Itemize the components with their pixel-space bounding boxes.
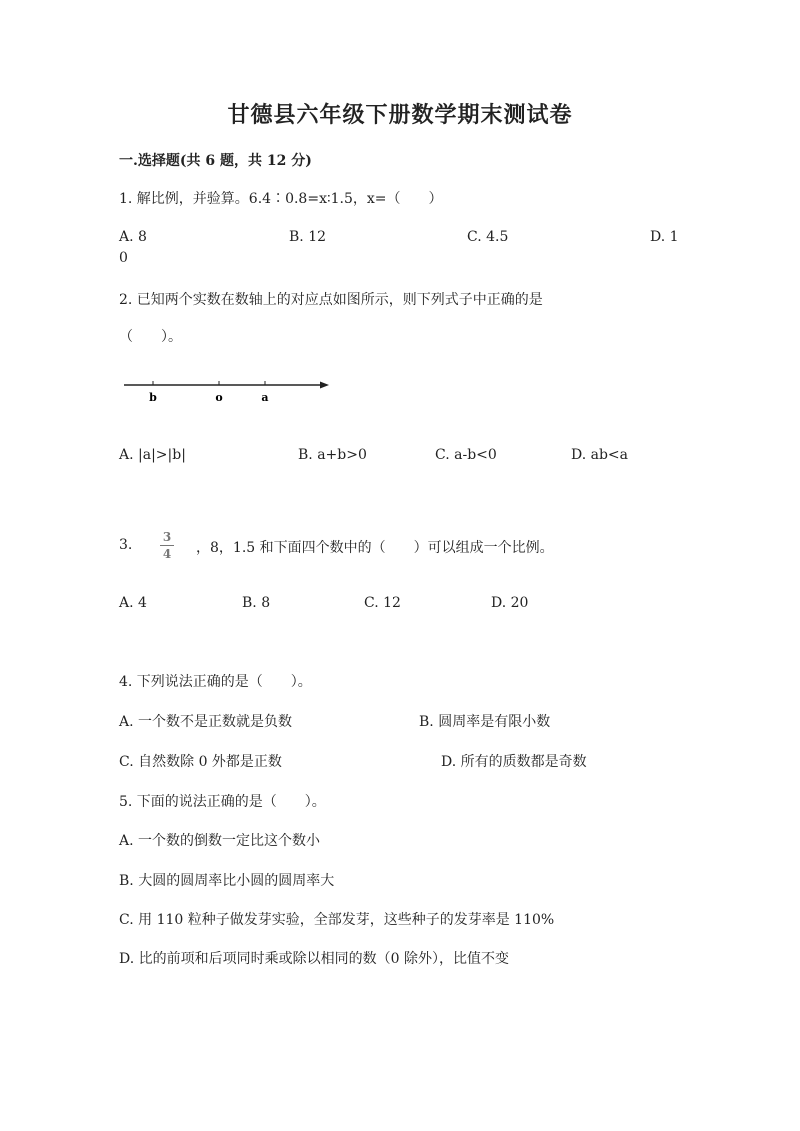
q4-option-d: D. 所有的质数都是奇数 [441,754,587,770]
q2-option-b: B. a+b>0 [298,447,367,463]
q2-option-d: D. ab<a [571,447,629,463]
q2-option-c: C. a-b<0 [435,447,497,463]
q5-option-b: B. 大圆的圆周率比小圆的圆周率大 [119,873,335,889]
fraction-three-quarters [160,531,174,560]
question-4-stem: 4. 下列说法正确的是（ ）。 [119,674,312,690]
fraction-bar [160,545,174,546]
q5-option-d: D. 比的前项和后项同时乘或除以相同的数（0 除外），比值不变 [119,951,509,967]
q5-option-a: A. 一个数的倒数一定比这个数小 [119,833,321,849]
q3-option-b: B. 8 [242,595,271,611]
question-5-stem: 5. 下面的说法正确的是（ ）。 [119,794,326,810]
q1-option-c: C. 4.5 [467,229,509,245]
q1-option-a: A. 8 [119,229,147,245]
q3-option-d: D. 20 [491,595,529,611]
q3-option-c: C. 12 [364,595,401,611]
fraction-numerator: 3 [162,530,172,544]
q5-option-c: C. 用 110 粒种子做发芽实验，全部发芽，这些种子的发芽率是 110% [119,912,555,928]
q1-option-d: D. 1 [650,229,679,245]
question-2-stem-cont: （ ）。 [119,329,182,345]
page-title: 甘德县六年级下册数学期末测试卷 [227,102,573,128]
q1-option-d-wrap: 0 [119,250,128,266]
label-b: b [149,391,157,404]
section-heading: 一.选择题(共 6 题，共 12 分) [119,153,312,169]
number-line-figure [120,375,335,407]
question-2-stem: 2. 已知两个实数在数轴上的对应点如图所示，则下列式子中正确的是 [119,292,543,308]
question-3-stem: ，8，1.5 和下面四个数中的（ ）可以组成一个比例。 [196,540,554,556]
q1-option-b: B. 12 [289,229,327,245]
number-line-arrow [320,382,329,389]
question-3-number: 3. [119,537,133,553]
q4-option-a: A. 一个数不是正数就是负数 [119,714,293,730]
question-1-stem: 1. 解比例，并验算。6.4∶0.8=x∶1.5，x=（ ） [119,191,443,207]
q2-option-a: A. |a|>|b| [119,447,186,463]
q3-option-a: A. 4 [119,595,147,611]
label-o: o [215,391,223,404]
label-a: a [261,391,269,404]
q4-option-b: B. 圆周率是有限小数 [419,714,551,730]
fraction-denominator: 4 [162,547,172,561]
q4-option-c: C. 自然数除 0 外都是正数 [119,754,282,770]
